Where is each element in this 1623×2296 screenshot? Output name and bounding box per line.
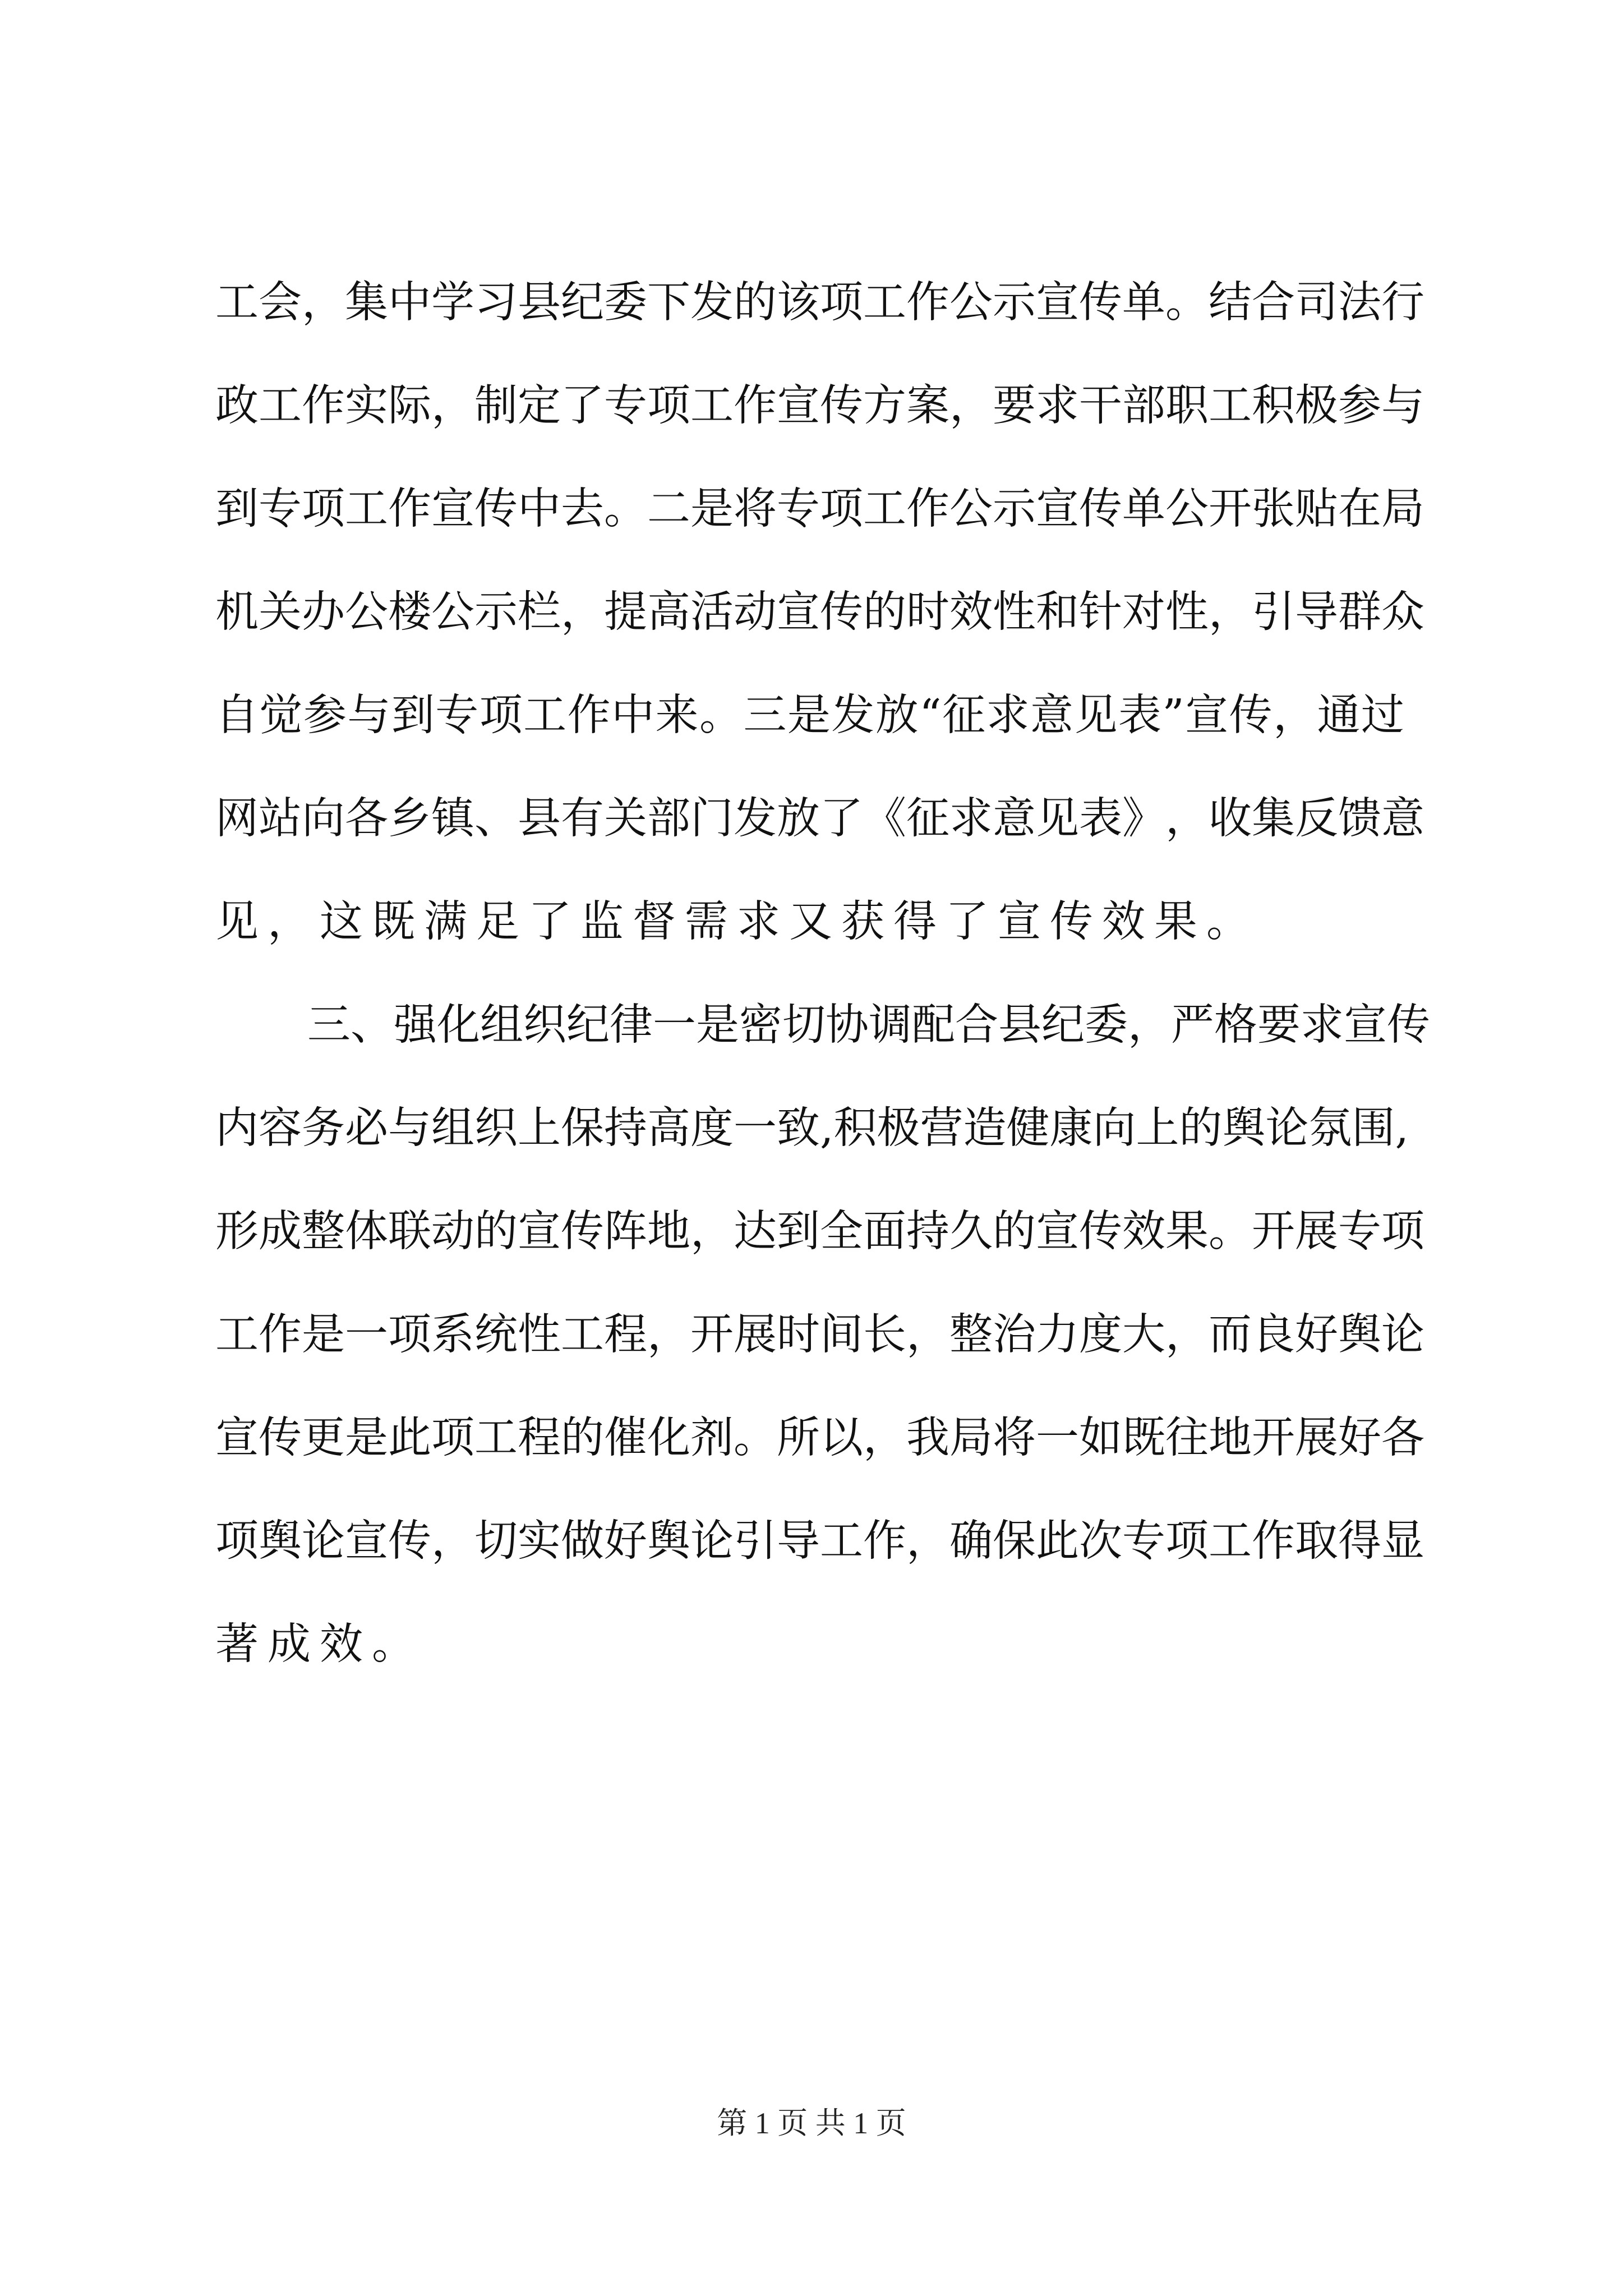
paragraph-line: 机 关 办 公 楼 公 示 栏 ， 提 高 活 动 宣 传 的 时 效 性 和 针 对 性 ， 引 导 群 众: [215, 587, 1424, 637]
paragraph-line: 见，这既满足了监督需求又获得了宣传效果。: [215, 897, 1258, 947]
paragraph-line: 工 会 ， 集 中 学 习 县 纪 委 下 发 的 该 项 工 作 公 示 宣 传 单 。 结 合 司 法 行: [215, 278, 1424, 328]
paragraph-line: 形 成 整 体 联 动 的 宣 传 阵 地 ， 达 到 全 面 持 久 的 宣 传 效 果 。 开 展 专 项: [215, 1207, 1424, 1257]
paragraph-line: 著成效。: [215, 1619, 424, 1669]
paragraph-line: 自 觉 参 与 到 专 项 工 作 中 来 。 三 是 发 放 “ 征 求 意 见 表 ” 宣 传 ， 通 过: [215, 691, 1404, 740]
paragraph-line: 项 舆 论 宣 传 ， 切 实 做 好 舆 论 引 导 工 作 ， 确 保 此 次 专 项 工 作 取 得 显: [215, 1516, 1424, 1566]
paragraph-line: 网 站 向 各 乡 镇 、 县 有 关 部 门 发 放 了 《 征 求 意 见 表 》 ， 收 集 反 馈 意: [215, 794, 1424, 844]
paragraph-line: 到 专 项 工 作 宣 传 中 去 。 二 是 将 专 项 工 作 公 示 宣 传 单 公 开 张 贴 在 局: [215, 484, 1424, 534]
page-footer: 第 1 页 共 1 页: [717, 2106, 906, 2140]
paragraph-line: 政 工 作 实 际 ， 制 定 了 专 项 工 作 宣 传 方 案 ， 要 求 干 部 职 工 积 极 参 与: [215, 381, 1424, 431]
paragraph-line: 内 容 务 必 与 组 织 上 保 持 高 度 一 致 , 积 极 营 造 健 康 向 上 的 舆 论 氛 围 ,: [215, 1103, 1409, 1153]
paragraph-line: 三 、 强 化 组 织 纪 律 一 是 密 切 协 调 配 合 县 纪 委 ， 严 格 要 求 宣 传: [307, 1000, 1430, 1050]
paragraph-line: 工 作 是 一 项 系 统 性 工 程 ， 开 展 时 间 长 ， 整 治 力 度 大 ， 而 良 好 舆 论: [215, 1310, 1424, 1360]
document-body: [215, 251, 1430, 1696]
paragraph-line: 宣 传 更 是 此 项 工 程 的 催 化 剂 。 所 以 ， 我 局 将 一 如 既 往 地 开 展 好 各: [215, 1413, 1424, 1463]
